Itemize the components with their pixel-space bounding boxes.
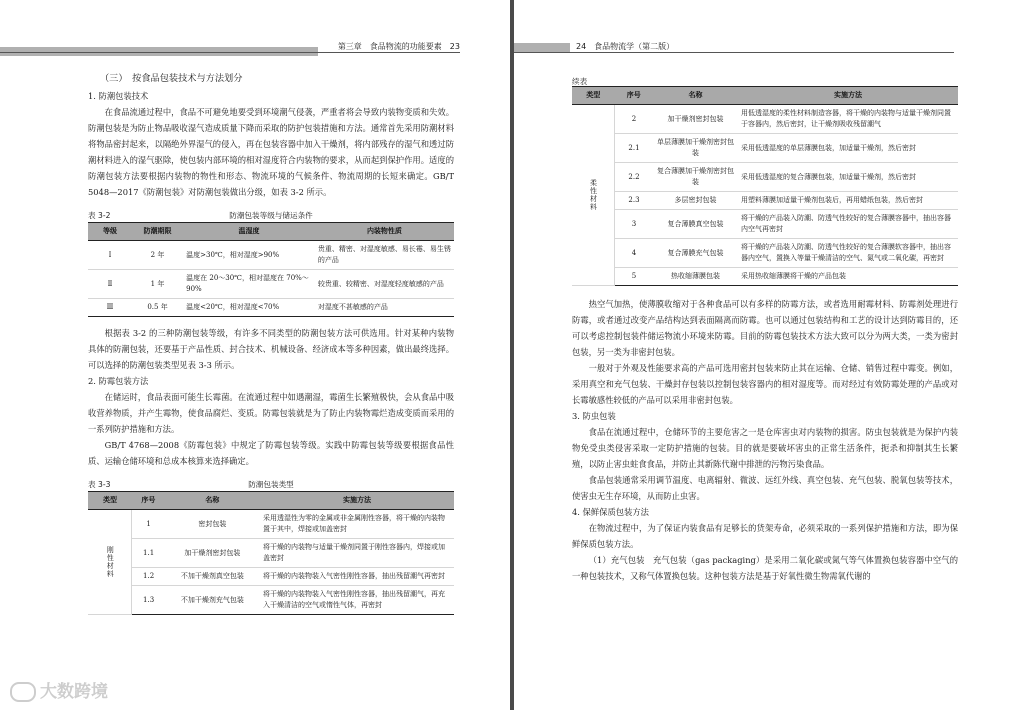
running-head-right: 24 食品物流学（第二版） [576,42,675,51]
table-title: 防潮包装类型 [248,480,294,489]
table-row [572,105,958,134]
table-cell: 较贵重、较精密、对湿度轻度敏感的产品 [315,270,454,299]
table-group-label: 刚性材料 [88,510,132,615]
table-cell: 1.1 [132,539,165,568]
table-cell: 温度在 20～30℃，相对湿度在 70%～90% [183,270,315,299]
section-title: （三） 按食品包装技术与方法划分 [100,73,243,84]
column-header: 等级 [88,223,132,241]
paragraph: 热空气加热，使薄膜收缩对于各种食品可以有多样的防霉方法，或者选用耐霉材料、防霉剂处理进行防霉，或者通过改变产品结构达到表面隔离而防霉。也可以通过包装结构和工艺的设计达到防霉目的，还可以考虑控制包装件储运物流小环境来防霉。目前的防霉包装技术方法大致可以分为两大类，一类为密封包装，另一类为非密封包装。 [572,299,958,357]
paragraph: 食品在流通过程中，仓储环节的主要危害之一是仓库害虫对内装物的损害。防虫包装就是为保护内装物免受虫类侵害采取一定防护措施的包装。目的就是要破坏害虫的正常生活条件，扼杀和抑制其生长繁殖，以防止害虫蛀食食品，并防止其新陈代谢中排泄的污物污染食品。 [572,427,958,469]
header-bar-right [514,43,570,52]
column-header: 名称 [165,492,260,510]
watermark-text: 大数跨境 [40,682,108,702]
table-cell: 温度<20℃，相对湿度<70% [183,299,315,317]
table-row [572,192,958,210]
table-cell: 将干燥的内装物装入气密性刚性容器，抽出残留潮气再密封 [260,568,454,586]
table-cell: 复合薄膜真空包装 [653,210,738,239]
table-cell: 2 年 [132,241,183,270]
table-cell: 复合薄膜加干燥剂密封包装 [653,163,738,192]
table-cell: 采用低透湿度的复合薄膜包装，加适量干燥剂，然后密封 [738,163,958,192]
subsection-title-freshness: 4. 保鲜保质包装方法 [572,507,649,517]
table-cell: 1.2 [132,568,165,586]
table-row [88,270,454,299]
table-row [88,299,454,317]
table-cell: 采用低透湿度的单层薄膜包装，加适量干燥剂，然后密封 [738,134,958,163]
watermark [10,677,108,702]
table-number: 表 3-3 [88,480,111,489]
column-header: 序号 [132,492,165,510]
paragraph: 根据表 3-2 的三种防潮包装等级，有许多不同类型的防潮包装方法可供选用。针对某种内装物具体的防潮包装，还要基于产品性质、封合技术、机械设备、经济成本等多种因素，做出最终选择。可以选择的防潮包装类型见表 3-3 所示。 [88,328,454,370]
table-cell: 1 [132,510,165,539]
table-cell: 加干燥剂密封包装 [165,539,260,568]
table-cell: 加干燥剂密封包装 [653,105,738,134]
paragraph: 在储运时，食品表面可能生长霉菌。在流通过程中如遇潮湿，霉菌生长繁殖极快，会从食品中吸收营养物质，并产生霉物，使食品腐烂、变质。防霉包装就是为了防止内装物霉烂造成变质而采用的一系列防护措施和方法。 [88,392,454,434]
header-rule-left [0,52,460,53]
table-cell: 温度>30℃，相对湿度>90% [183,241,315,270]
column-header: 温湿度 [183,223,315,241]
paragraph: 在食品流通过程中，食品不可避免地要受到环境潮气侵袭，严重者将会导致内装物变质和失效。防潮包装是为防止物品吸收湿气造成质量下降而采取的防护包装措施和方法。通常首先采用防潮材料将物品密封起来，以隔绝外界湿气的侵入，再在包装容器中加入干燥剂，将内部残存的湿气和透过防潮材料进入的湿气驱除，使包装内部环境的相对湿度符合内装物的要求，从而起到保护作用。适度的防潮包装方法要根据内装物的物性和形态、物流环境的气候条件、物流周期的长短来确定。GB/T 5048—2017《防潮包装》对防潮包装做出分级，如表 3-2 所示。 [88,107,454,197]
table-number: 表 3-2 [88,211,111,220]
table-cell: Ⅰ [88,241,132,270]
subsection-title-insect: 3. 防虫包装 [572,411,616,421]
table-cell: 贵重、精密、对湿度敏感、易长霉、易生锈的产品 [315,241,454,270]
table-title: 防潮包装等级与储运条件 [229,211,313,220]
table-row [88,539,454,568]
watermark-logo-icon [10,682,36,702]
table-cell: 不加干燥剂真空包装 [165,568,260,586]
table-row [572,134,958,163]
table-row [572,210,958,239]
table-cell: Ⅱ [88,270,132,299]
column-header: 序号 [614,87,653,105]
table-cell: 4 [614,239,653,268]
table-caption [88,206,454,222]
paragraph: 一般对于外观及性能要求高的产品可选用密封包装来防止其在运输、仓储、销售过程中霉变。例如，采用真空和充气包装、干燥封存包装以控制包装容器内的相对湿度等。而对经过有效防霉处理的产品或对长霉敏感性较低的产品可以采用非密封包装。 [572,363,958,405]
table-cell: 2 [614,105,653,134]
running-head-left: 第三章 食品物流的功能要素 23 [337,42,460,51]
subsection-title-moisture: 1. 防潮包装技术 [88,91,149,101]
table-row [88,510,454,539]
table-cell: 对湿度不甚敏感的产品 [315,299,454,317]
table-cell: 热收缩薄膜包装 [653,268,738,286]
table-row [88,241,454,270]
table-row [88,586,454,615]
paragraph: （1）充气包装 充气包装（gas packaging）是采用二氧化碳或氮气等气体置换包装容器中空气的一种包装技术，又称气体置换包装。这种包装方法是基于好氧性微生物需氧代谢的 [572,555,958,581]
table-row [88,568,454,586]
table-caption [88,475,454,491]
column-header: 实施方法 [260,492,454,510]
table-cell: 1.3 [132,586,165,615]
table-cell: 密封包装 [165,510,260,539]
table-moisture-types [88,491,454,615]
continued-label: 续表 [572,77,588,86]
table-moisture-types-continued [572,86,958,286]
table-cell: 复合薄膜充气包装 [653,239,738,268]
column-header: 名称 [653,87,738,105]
table-cell: Ⅲ [88,299,132,317]
table-continued-caption [572,72,958,86]
table-cell: 5 [614,268,653,286]
table-cell: 将干燥的产品装入防潮、防透气性较好的复合薄膜软容器中，抽出容器内空气，置换入等量干燥清洁的空气、氮气或二氧化碳，再密封 [738,239,958,268]
table-cell: 采用透湿性为零的金属或非金属刚性容器，将干燥的内装物置于其中，焊接或加盖密封 [260,510,454,539]
table-cell: 用塑料薄膜加适量干燥剂包装后，再用蜡纸包装，然后密封 [738,192,958,210]
table-cell: 2.1 [614,134,653,163]
table-cell: 2.2 [614,163,653,192]
table-cell: 将干燥的内装物与适量干燥剂同置于刚性容器内，焊接或加盖密封 [260,539,454,568]
table-cell: 用低透湿度的柔性材料制造容器，将干燥的内装物与适量干燥剂同置于容器内，然后密封，让干燥剂吸收残留潮气 [738,105,958,134]
right-page [514,0,1026,710]
table-moisture-grades [88,222,454,317]
column-header: 实施方法 [738,87,958,105]
table-group-label: 柔性材料 [572,105,614,286]
column-header: 防潮期限 [132,223,183,241]
table-cell: 3 [614,210,653,239]
subsection-title-mold: 2. 防霉包装方法 [88,376,149,386]
paragraph: 在物流过程中，为了保证内装食品有足够长的货架寿命，必须采取的一系列保护措施和方法，即为保鲜保质包装方法。 [572,523,958,549]
table-cell: 0.5 年 [132,299,183,317]
column-header: 类型 [572,87,614,105]
table-cell: 2.3 [614,192,653,210]
paragraph: 食品包装通常采用调节温度、电离辐射、微波、远红外线、真空包装、充气包装、脱氧包装等技术，使害虫无生存环境，从而防止虫害。 [572,475,958,501]
left-content [88,70,454,615]
table-cell: 1 年 [132,270,183,299]
column-header: 类型 [88,492,132,510]
table-row [572,163,958,192]
right-content [572,72,958,584]
table-cell: 将干燥的产品装入防潮、防透气性较好的复合薄膜容器中，抽出容器内空气再密封 [738,210,958,239]
header-rule-right [514,52,954,53]
table-cell: 不加干燥剂充气包装 [165,586,260,615]
table-cell: 多层密封包装 [653,192,738,210]
left-page [0,0,510,710]
table-cell: 采用热收缩薄膜将干燥的产品包装 [738,268,958,286]
table-cell: 单层薄膜加干燥剂密封包装 [653,134,738,163]
table-row [572,239,958,268]
paragraph: GB/T 4768—2008《防霉包装》中规定了防霉包装等级。实践中防霉包装等级要根据食品性质、运输仓储环境和总成本核算来选择确定。 [88,440,454,466]
table-cell: 将干燥的内装物装入气密性刚性容器，抽出残留潮气，再充入干燥清洁的空气或惰性气体，再密封 [260,586,454,615]
table-row [572,268,958,286]
column-header: 内装物性质 [315,223,454,241]
